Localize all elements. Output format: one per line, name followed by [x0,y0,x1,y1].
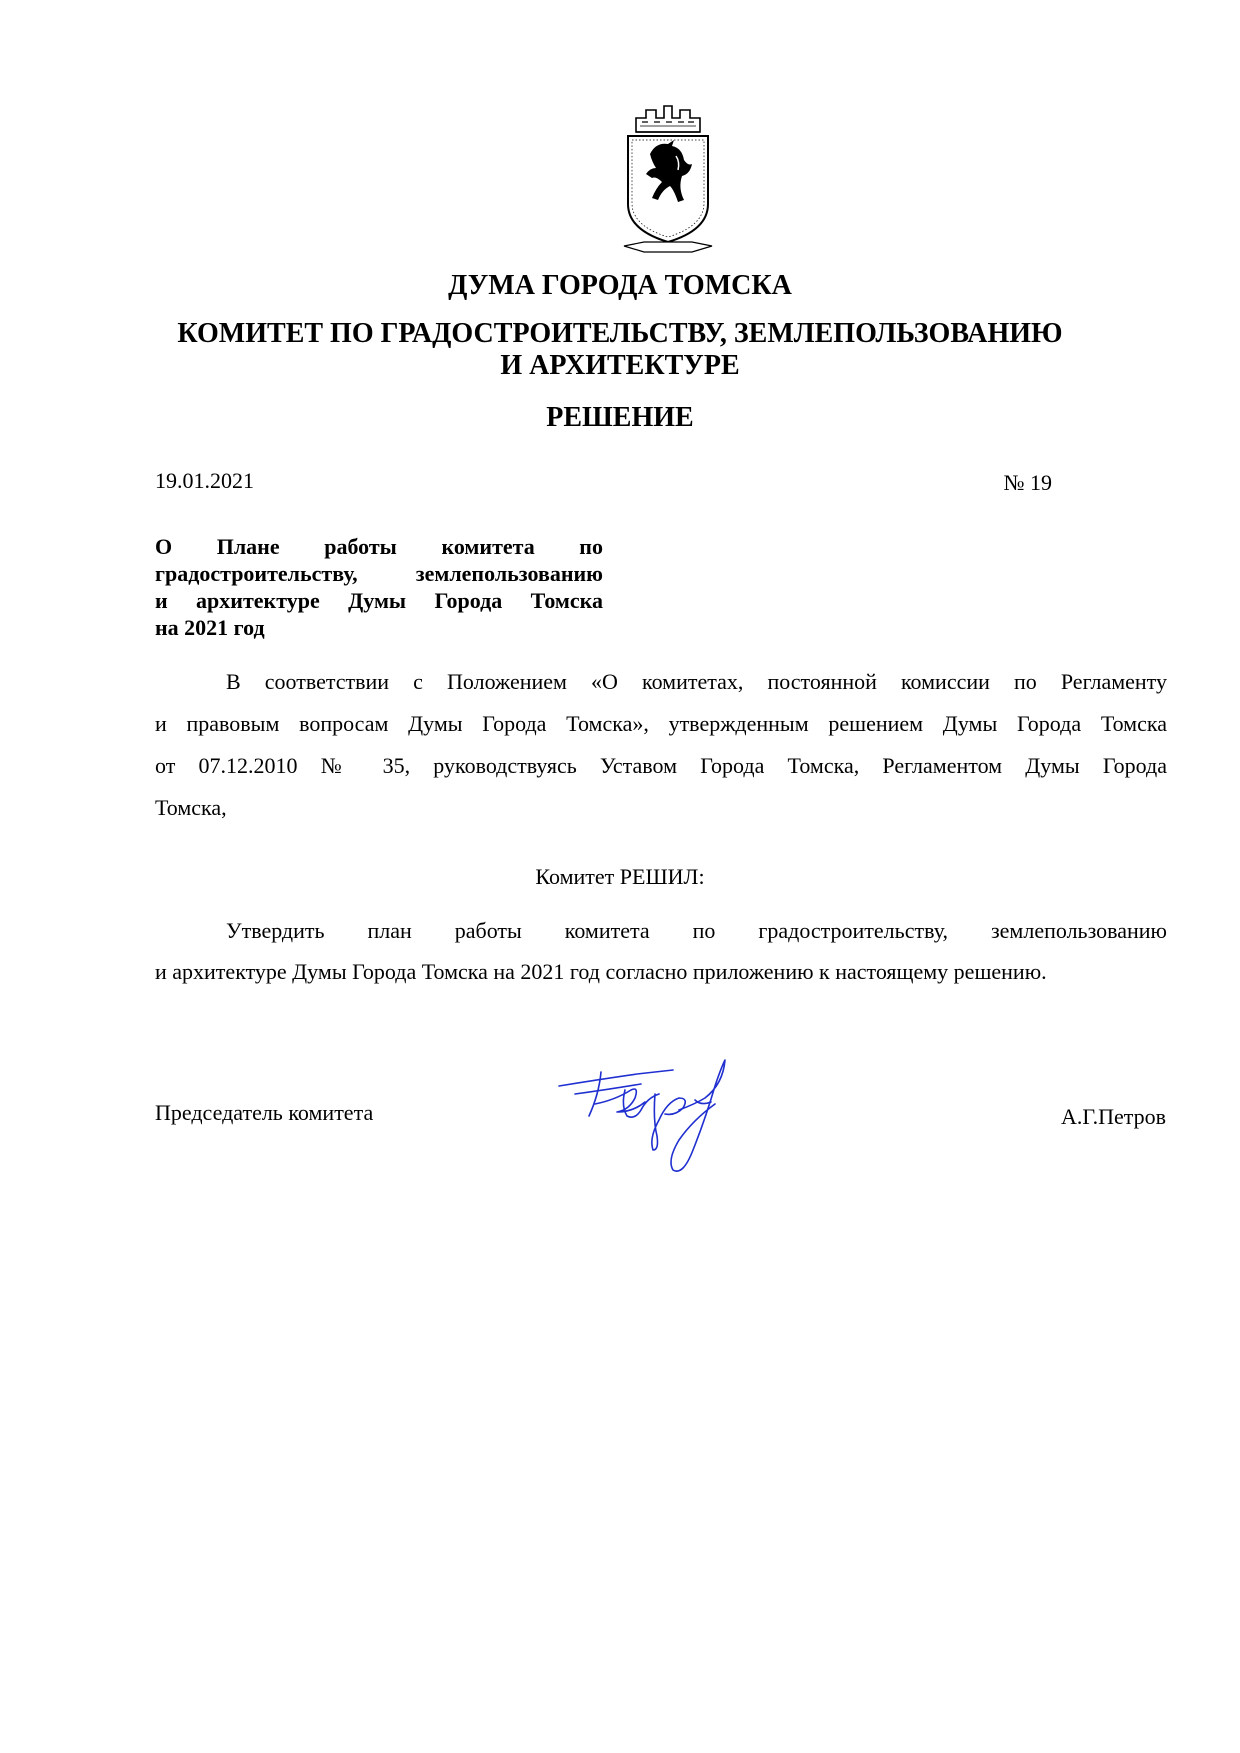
handwritten-signature [555,1050,795,1180]
subject-line: и архитектуре Думы Города Томска [155,588,603,613]
org-title: ДУМА ГОРОДА ТОМСКА [448,270,792,301]
preamble-line: от 07.12.2010 № 35, руководствуясь Уставом Города Томска, Регламентом Думы Города [155,753,1167,778]
chair-position-label: Председатель комитета [155,1100,374,1125]
subject-line: градостроительству, землепользованию [155,561,603,586]
document-date: 19.01.2021 [155,468,254,493]
resolution-line: Утвердить план работы комитета по градостроительству, землепользованию [226,918,1167,943]
document-number: № 19 [1003,470,1052,495]
subject-line: на 2021 год [155,615,265,640]
committee-title [0,318,1240,382]
preamble-line: В соответствии с Положением «О комитетах, постоянной комиссии по Регламенту [226,669,1167,694]
committee-title-line1: КОМИТЕТ ПО ГРАДОСТРОИТЕЛЬСТВУ, ЗЕМЛЕПОЛЬЗОВАНИЮ [177,318,1063,349]
chair-name: А.Г.Петров [1060,1104,1166,1129]
document-type: РЕШЕНИЕ [546,402,694,433]
document-subject [155,533,603,641]
preamble-line: Томска, [155,795,227,820]
tomsk-coat-of-arms-icon [616,104,720,256]
committee-title-line2: И АРХИТЕКТУРЕ [500,350,740,381]
resolution-line: и архитектуре Думы Города Томска на 2021 год согласно приложению к настоящему решению. [155,959,1047,984]
decided-heading: Комитет РЕШИЛ: [535,864,705,889]
preamble-line: и правовым вопросам Думы Города Томска», утвержденным решением Думы Города Томска [155,711,1167,736]
subject-line: О Плане работы комитета по [155,534,603,559]
